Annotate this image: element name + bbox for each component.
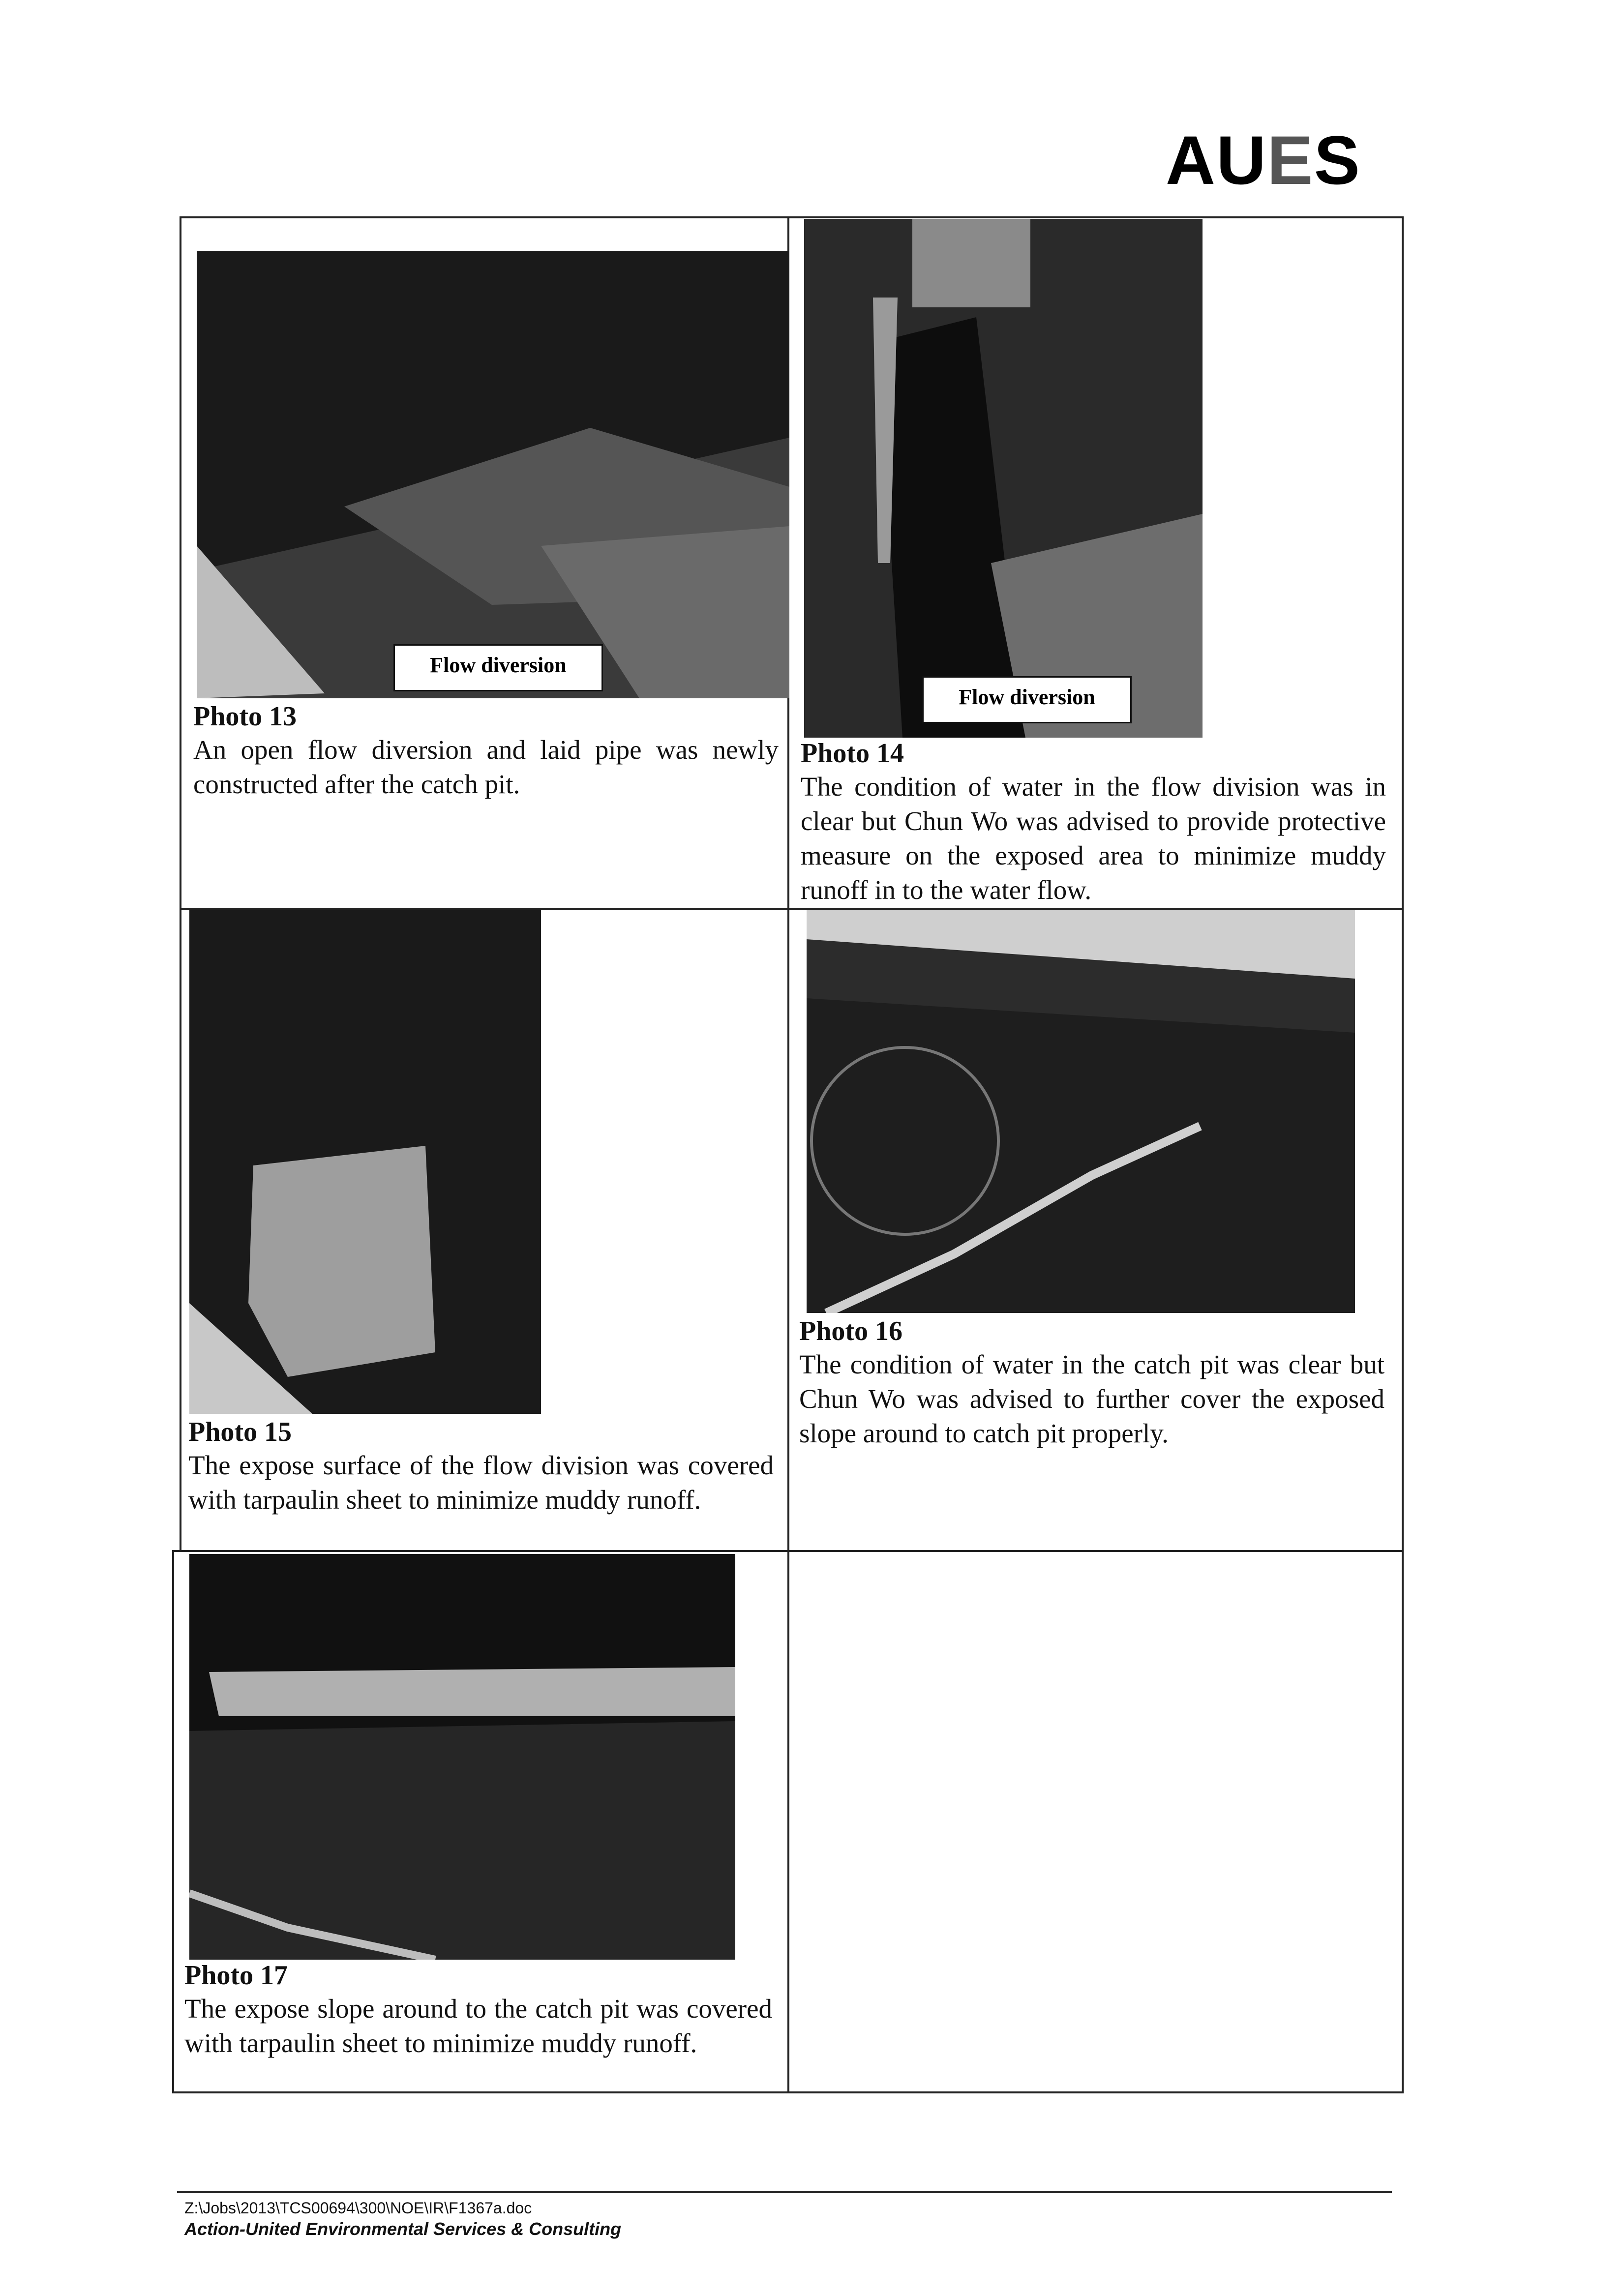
ditch-graphic bbox=[804, 219, 1203, 738]
footer-file-path: Z:\Jobs\2013\TCS00694\300\NOE\IR\F1367a.doc bbox=[184, 2199, 532, 2217]
photo-13-title: Photo 13 bbox=[193, 701, 297, 732]
photo-15-title: Photo 15 bbox=[188, 1417, 292, 1447]
photo-14-caption: The condition of water in the flow division was in clear but Chun Wo was advised to provide protective measure on the exposed area to minimize muddy runoff in to the water flow. bbox=[801, 772, 1386, 905]
slope-tarpaulin-graphic bbox=[189, 1554, 735, 1960]
footer-company-name: Action-United Environmental Services & Consulting bbox=[184, 2219, 622, 2239]
aues-logo: AUES bbox=[1166, 121, 1361, 199]
photo-14-title: Photo 14 bbox=[801, 738, 904, 769]
photo-15-image bbox=[189, 910, 541, 1414]
trench-excavation-graphic bbox=[197, 251, 789, 698]
flow-diversion-label: Flow diversion bbox=[922, 676, 1132, 723]
photo-15-caption: The expose surface of the flow division was covered with tarpaulin sheet to minimize muddy runoff. bbox=[188, 1450, 774, 1515]
footer-divider bbox=[177, 2191, 1392, 2193]
photo-16-image bbox=[807, 910, 1355, 1313]
tarpaulin-graphic bbox=[189, 910, 541, 1414]
flow-diversion-label: Flow diversion bbox=[393, 644, 603, 691]
catch-pit-fence-graphic bbox=[807, 910, 1355, 1313]
photo-16-caption: The condition of water in the catch pit was clear but Chun Wo was advised to further cover the exposed slope around to catch pit properly. bbox=[799, 1349, 1384, 1448]
photo-14-image bbox=[804, 219, 1203, 738]
photo-13-image bbox=[197, 251, 789, 698]
photo-13-caption: An open flow diversion and laid pipe was newly constructed after the catch pit. bbox=[193, 735, 779, 799]
photo-17-title: Photo 17 bbox=[184, 1960, 288, 1991]
cell-empty bbox=[787, 1550, 1404, 2093]
photo-17-image bbox=[189, 1554, 735, 1960]
photo-17-caption: The expose slope around to the catch pit was covered with tarpaulin sheet to minimize muddy runoff. bbox=[184, 1994, 772, 2058]
photo-16-title: Photo 16 bbox=[799, 1316, 902, 1346]
logo-e-letter: E bbox=[1267, 121, 1314, 199]
